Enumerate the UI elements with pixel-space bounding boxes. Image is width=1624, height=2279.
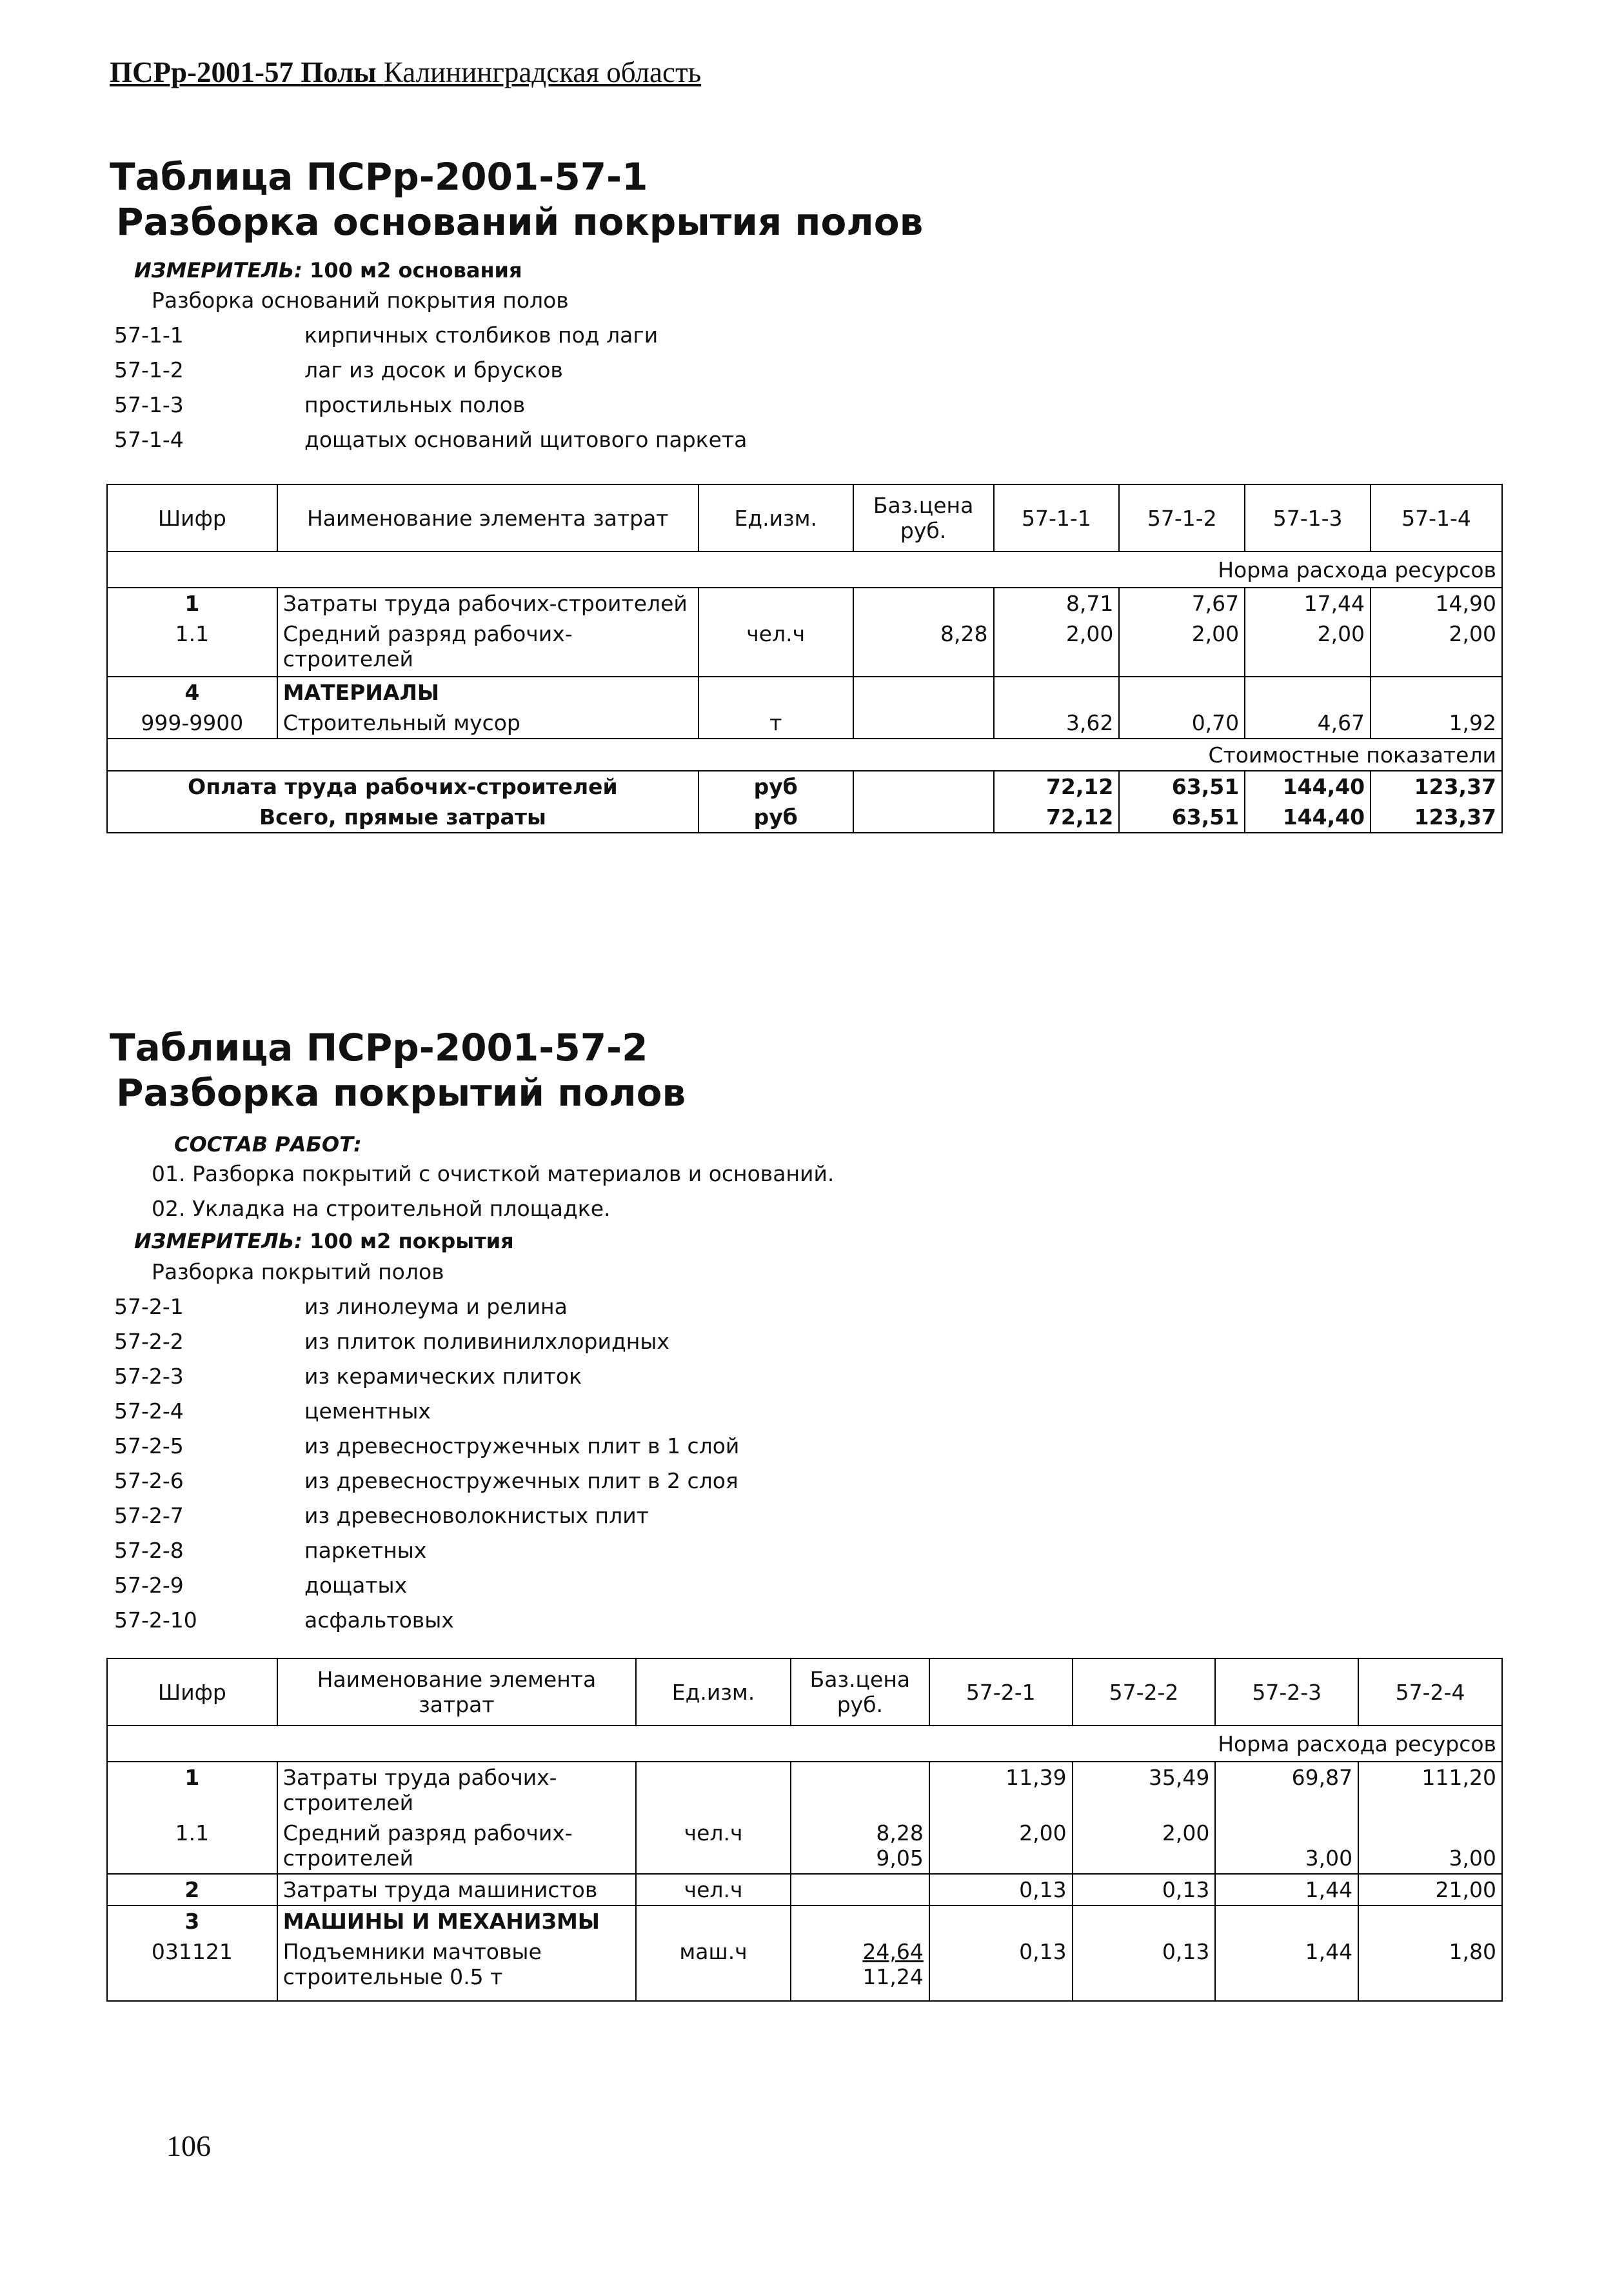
row-unit — [636, 1762, 791, 1818]
item-name: из линолеума и релина — [304, 1294, 568, 1319]
row-value: 21,00 — [1358, 1874, 1502, 1906]
table1-grid — [106, 484, 1503, 833]
table2-item — [0, 1294, 1624, 1320]
item-name: паркетных — [304, 1538, 427, 1563]
row-value: 35,49 — [1073, 1762, 1216, 1818]
table-header-row — [107, 484, 1502, 552]
header-section: Полы — [301, 56, 377, 88]
header-region: Калининградская область — [383, 56, 702, 88]
table-row — [107, 1762, 1502, 1818]
row-price — [791, 1762, 929, 1818]
value-b — [935, 1846, 1067, 1871]
row-code: 1.1 — [107, 619, 277, 677]
row-price: 8,28 — [853, 619, 994, 677]
row-value: 8,71 — [994, 588, 1120, 619]
table-row — [107, 708, 1502, 739]
row-unit: чел.ч — [636, 1818, 791, 1874]
row-value — [1358, 1818, 1502, 1874]
item-code: 57-2-9 — [114, 1573, 184, 1598]
item-name: цементных — [304, 1398, 431, 1424]
price-a: 24,64 — [862, 1939, 924, 1964]
table-row — [107, 677, 1502, 708]
item-name: лаг из досок и брусков — [304, 357, 563, 383]
price-b: 9,05 — [876, 1846, 924, 1871]
row-code: 1 — [107, 588, 277, 619]
table2-item — [0, 1573, 1624, 1598]
item-code: 57-2-6 — [114, 1468, 184, 1493]
table1-subtitle: Разборка оснований покрытия полов — [116, 200, 924, 244]
row-unit: чел.ч — [636, 1874, 791, 1906]
row-name: Строительный мусор — [277, 708, 698, 739]
item-code: 57-2-1 — [114, 1294, 184, 1319]
row-name: Затраты труда рабочих-строителей — [277, 1762, 636, 1818]
row-unit: т — [698, 708, 853, 739]
table1-meter-value: 100 м2 основания — [310, 258, 522, 283]
table1-title: Таблица ПСРр-2001-57-1 — [110, 155, 648, 199]
col-head-code: Шифр — [107, 484, 277, 552]
row-code: 1 — [107, 1762, 277, 1818]
table2-grid — [106, 1658, 1503, 2002]
item-name: асфальтовых — [304, 1607, 454, 1633]
row-value: 0,70 — [1119, 708, 1245, 739]
value-a — [1221, 1820, 1352, 1846]
table-row — [107, 588, 1502, 619]
table2-work-item: 01. Разборка покрытий с очисткой материалов и оснований. — [152, 1161, 835, 1186]
row-value: 0,13 — [929, 1874, 1073, 1906]
table2-item — [0, 1433, 1624, 1459]
total-value: 123,37 — [1371, 771, 1502, 802]
row-code: 999-9900 — [107, 708, 277, 739]
col-head-name: Наименование элемента затрат — [277, 1658, 636, 1726]
total-value: 72,12 — [994, 802, 1120, 833]
price-b: 11,24 — [862, 1964, 924, 1989]
item-name: из древесноволокнистых плит — [304, 1503, 649, 1528]
row-value: 111,20 — [1358, 1762, 1502, 1818]
item-name: из керамических плиток — [304, 1364, 582, 1389]
col-head-57-1-2: 57-1-2 — [1119, 484, 1245, 552]
row-code: 4 — [107, 677, 277, 708]
row-price — [791, 1936, 929, 2001]
row-name: Средний разряд рабочих-строителей — [277, 1818, 636, 1874]
row-code: 2 — [107, 1874, 277, 1906]
col-head-57-1-3: 57-1-3 — [1245, 484, 1371, 552]
item-code: 57-1-2 — [114, 357, 184, 383]
item-name: из древесностружечных плит в 1 слой — [304, 1433, 740, 1458]
table2-meter-value: 100 м2 покрытия — [310, 1229, 514, 1253]
row-value: 0,13 — [929, 1936, 1073, 2001]
col-head-name: Наименование элемента затрат — [277, 484, 698, 552]
table1-item — [0, 392, 1624, 418]
table-row — [107, 1818, 1502, 1874]
total-value: 63,51 — [1119, 771, 1245, 802]
table1-item — [0, 323, 1624, 348]
col-head-code: Шифр — [107, 1658, 277, 1726]
table1-item — [0, 357, 1624, 383]
item-code: 57-2-10 — [114, 1607, 197, 1633]
col-head-unit: Ед.изм. — [698, 484, 853, 552]
item-code: 57-2-7 — [114, 1503, 184, 1528]
item-name: дощатых оснований щитового паркета — [304, 427, 748, 452]
table2-meter — [134, 1229, 514, 1253]
total-name: Оплата труда рабочих-строителей — [107, 771, 698, 802]
row-value: 3,62 — [994, 708, 1120, 739]
row-value: 1,80 — [1358, 1936, 1502, 2001]
row-value: 2,00 — [994, 619, 1120, 677]
row-name: МАШИНЫ И МЕХАНИЗМЫ — [277, 1906, 636, 1936]
row-value: 11,39 — [929, 1762, 1073, 1818]
item-code: 57-2-8 — [114, 1538, 184, 1563]
row-value: 4,67 — [1245, 708, 1371, 739]
row-value — [1073, 1818, 1216, 1874]
col-head-57-2-1: 57-2-1 — [929, 1658, 1073, 1726]
row-value: 7,67 — [1119, 588, 1245, 619]
row-value — [1215, 1818, 1358, 1874]
table-row — [107, 619, 1502, 677]
table2-work-item: 02. Укладка на строительной площадке. — [152, 1196, 611, 1221]
item-name: кирпичных столбиков под лаги — [304, 323, 659, 348]
item-code: 57-2-4 — [114, 1398, 184, 1424]
table2-group: Разборка покрытий полов — [152, 1259, 444, 1284]
row-value: 0,13 — [1073, 1936, 1216, 2001]
col-head-price: Баз.цена руб. — [791, 1658, 929, 1726]
row-value: 2,00 — [1119, 619, 1245, 677]
price-a: 8,28 — [876, 1820, 924, 1846]
table1-meter-label: ИЗМЕРИТЕЛЬ: — [134, 258, 302, 283]
table-header-row — [107, 1658, 1502, 1726]
row-price — [791, 1874, 929, 1906]
total-unit: руб — [698, 771, 853, 802]
table-row — [107, 1906, 1502, 1936]
table2-meter-label: ИЗМЕРИТЕЛЬ: — [134, 1229, 302, 1253]
row-value: 1,92 — [1371, 708, 1502, 739]
total-value: 144,40 — [1245, 802, 1371, 833]
table2-item — [0, 1607, 1624, 1633]
item-code: 57-2-2 — [114, 1329, 184, 1354]
total-name: Всего, прямые затраты — [107, 802, 698, 833]
col-head-price: Баз.цена руб. — [853, 484, 994, 552]
row-name: Затраты труда рабочих-строителей — [277, 588, 698, 619]
item-code: 57-1-1 — [114, 323, 184, 348]
row-value: 1,44 — [1215, 1874, 1358, 1906]
value-b — [1078, 1846, 1210, 1871]
total-value: 72,12 — [994, 771, 1120, 802]
col-head-57-1-4: 57-1-4 — [1371, 484, 1502, 552]
cost-row — [107, 739, 1502, 771]
row-code: 3 — [107, 1906, 277, 1936]
row-value: 69,87 — [1215, 1762, 1358, 1818]
item-code: 57-1-4 — [114, 427, 184, 452]
value-a — [1364, 1820, 1496, 1846]
table2-subtitle: Разборка покрытий полов — [116, 1071, 686, 1115]
col-head-unit: Ед.изм. — [636, 1658, 791, 1726]
total-value: 63,51 — [1119, 802, 1245, 833]
row-code: 031121 — [107, 1936, 277, 2001]
col-head-57-2-2: 57-2-2 — [1073, 1658, 1216, 1726]
row-price — [853, 708, 994, 739]
norm-label: Норма расхода ресурсов — [107, 1726, 1502, 1762]
table1-meter — [134, 258, 522, 283]
value-b: 3,00 — [1449, 1846, 1496, 1871]
row-unit: маш.ч — [636, 1936, 791, 2001]
row-name: Средний разряд рабочих-строителей — [277, 619, 698, 677]
norm-row — [107, 552, 1502, 588]
total-unit: руб — [698, 802, 853, 833]
item-name: дощатых — [304, 1573, 408, 1598]
table-row — [107, 1874, 1502, 1906]
item-name: из древесностружечных плит в 2 слоя — [304, 1468, 738, 1493]
row-price — [853, 588, 994, 619]
work-label: СОСТАВ РАБОТ: — [174, 1132, 362, 1157]
row-name: Подъемники мачтовые строительные 0.5 т — [277, 1936, 636, 2001]
row-name: МАТЕРИАЛЫ — [277, 677, 698, 708]
running-header — [110, 55, 701, 89]
table2-title: Таблица ПСРр-2001-57-2 — [110, 1026, 648, 1070]
item-name: простильных полов — [304, 392, 526, 417]
col-head-57-1-1: 57-1-1 — [994, 484, 1120, 552]
table2-item — [0, 1538, 1624, 1564]
value-b: 3,00 — [1305, 1846, 1353, 1871]
row-code: 1.1 — [107, 1818, 277, 1874]
total-row — [107, 771, 1502, 802]
row-unit — [698, 588, 853, 619]
row-value: 14,90 — [1371, 588, 1502, 619]
value-a: 2,00 — [1019, 1820, 1067, 1846]
header-code: ПСРр-2001-57 — [110, 56, 293, 88]
value-a: 2,00 — [1162, 1820, 1210, 1846]
total-row — [107, 802, 1502, 833]
total-value: 123,37 — [1371, 802, 1502, 833]
item-code: 57-2-3 — [114, 1364, 184, 1389]
row-name: Затраты труда машинистов — [277, 1874, 636, 1906]
table-row — [107, 1936, 1502, 2001]
row-value: 17,44 — [1245, 588, 1371, 619]
table2-item — [0, 1468, 1624, 1494]
cost-label: Стоимостные показатели — [107, 739, 1502, 771]
table2-item — [0, 1398, 1624, 1424]
col-head-57-2-3: 57-2-3 — [1215, 1658, 1358, 1726]
table1-item — [0, 427, 1624, 453]
row-value: 2,00 — [1245, 619, 1371, 677]
table2-item — [0, 1503, 1624, 1529]
row-value: 2,00 — [1371, 619, 1502, 677]
table1-group: Разборка оснований покрытия полов — [152, 288, 569, 313]
row-price — [791, 1818, 929, 1874]
item-code: 57-2-5 — [114, 1433, 184, 1458]
total-value: 144,40 — [1245, 771, 1371, 802]
norm-row — [107, 1726, 1502, 1762]
row-unit: чел.ч — [698, 619, 853, 677]
item-code: 57-1-3 — [114, 392, 184, 417]
row-value: 0,13 — [1073, 1874, 1216, 1906]
norm-label: Норма расхода ресурсов — [107, 552, 1502, 588]
row-value: 1,44 — [1215, 1936, 1358, 2001]
item-name: из плиток поливинилхлоридных — [304, 1329, 669, 1354]
table2-work-label — [174, 1132, 362, 1157]
page-number: 106 — [166, 2129, 211, 2162]
table2-item — [0, 1329, 1624, 1355]
col-head-57-2-4: 57-2-4 — [1358, 1658, 1502, 1726]
row-value — [929, 1818, 1073, 1874]
table2-item — [0, 1364, 1624, 1389]
